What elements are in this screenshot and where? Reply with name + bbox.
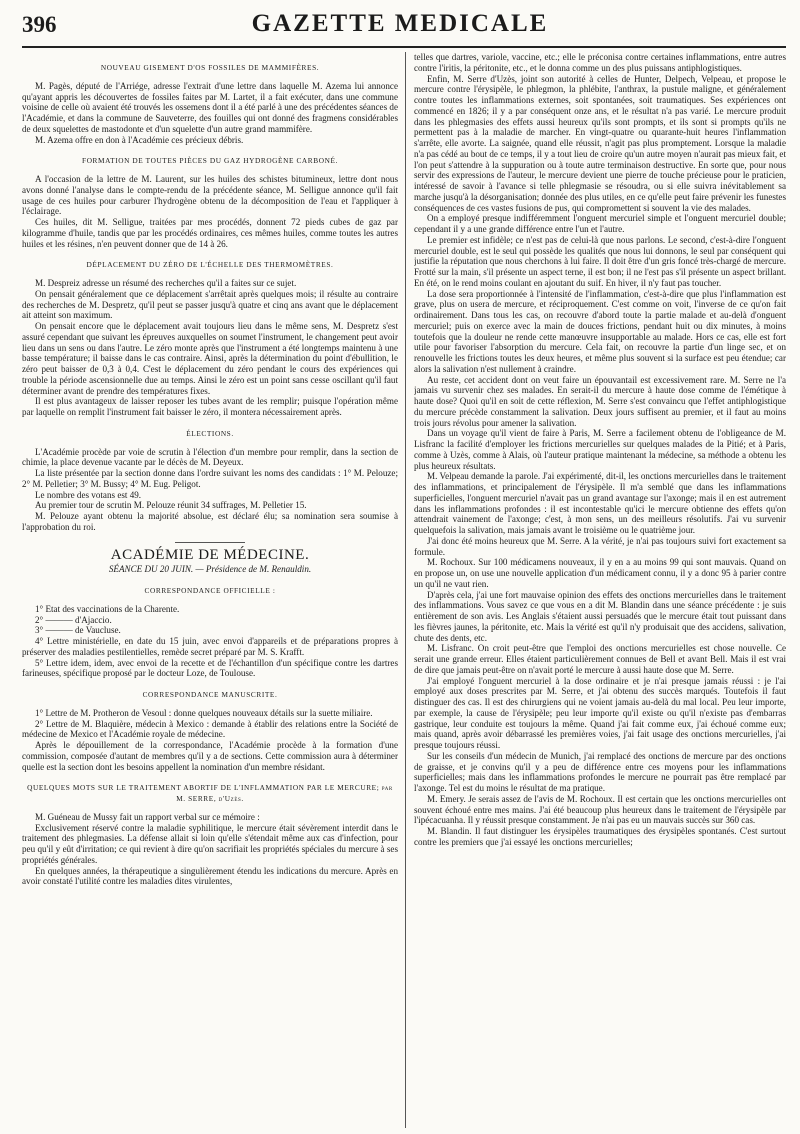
paragraph: 2° Lettre de M. Blaquière, médecin à Mexico : demande à établir des relations entre la Société de médecine de Mexico et l'Académie royale de médecine. [22,718,398,740]
section-heading: QUELQUES MOTS SUR LE TRAITEMENT ABORTIF DE L'INFLAMMATION PAR LE MERCURE; par M. SERRE, d'Uzès. [27,783,393,803]
paragraph: M. Lisfranc. On croit peut-être que l'emploi des onctions mercurielles est chose nouvelle. Ce serait une grande erreur. Elles étaient particulièrement connues de Bell et avant Bell. Mais il est vrai de dire que jamais peut-être on n'avait porté le mercure à aussi haute dose que M. Serre. [414,643,786,675]
paragraph: M. Azema offre en don à l'Académie ces précieux débris. [35,134,244,145]
paragraph: La liste présentée par la section donne dans l'ordre suivant les noms des candidats : 1° M. Pelouze; 2° M. Pelletier; 3° M. Bussy; 4° M. Eug. Peligot. [22,468,398,489]
section-heading: CORRESPONDANCE OFFICIELLE : [144,586,276,595]
paragraph: On pensait généralement que ce déplacement s'arrêtait après quelques mois; il résulte au contraire des recherches de M. Despretz, qu'il peut se passer jusqu'à quatre et cinq ans avant que le déplacement ait atteint son maximum. [22,288,398,321]
paragraph: M. Despreiz adresse un résumé des recherches qu'il a faites sur ce sujet. [35,278,297,288]
page-number: 396 [22,12,57,37]
paragraph: L'Académie procède par voie de scrutin à l'élection d'un membre pour remplir, dans la section de chimie, la place devenue vacante par le décès de M. Deyeux. [22,446,398,468]
paragraph: On pensait encore que le déplacement avait toujours lieu dans le même sens, M. Despretz s'est assuré cependant que suivant les épreuves auxquelles on soumet l'instrument, le changement peut avoir lieu dans un sens ou dans l'autre. Le zéro monte après que l'instrument a été longtemps maintenu à une basse température; il baisse dans le cas contraire. Ainsi, après la détermination du point d'ébullition, le zéro peut baisser de 0,3 à 0,4. C'est le déplacement du zéro pendant le cours des expériences qui trouble la période ascensionnelle due au temps. Ainsi le zéro est un point sans cesse oscillant qu'il faut déterminer avant de prendre des températures fixes. [22,321,398,396]
paragraph: A l'occasion de la lettre de M. Laurent, sur les huiles des schistes bitumineux, lettre dont nous avons donné l'analyse dans le compte-rendu de la précédente séance, M. Selligue annonce qu'il fait usage de ces huiles pour carburer l'hydrogène obtenu de la décomposition de l'eau et l'appliquer à l'éclairage. [22,174,398,217]
paragraph: Dans un voyage qu'il vient de faire à Paris, M. Serre a facilement obtenu de l'obligeance de M. Lisfranc la facilité d'employer les frictions mercurielles sur quelques malades de la Pitié; et à Paris, comme à Uzès, comme à Alais, où l'auteur pratique maintenant la médecine, sa méthode a obtenu les plus heureux résultats. [414,428,786,471]
paragraph: Exclusivement réservé contre la maladie syphilitique, le mercure était sévèrement interdit dans le traitement des phlegmasies. La défense allait si loin qu'elle s'étendait même aux cas d'infection, pour peu qu'il y eût d'irritation; ce qui revient à dire qu'on sacrifiait les propriétés spéciales du mercure à ses propriétés générales. [22,822,398,865]
paragraph: On a employé presque indifféremment l'onguent mercuriel simple et l'onguent mercuriel double; cependant il y a une grande différence entre l'un et l'autre. [414,213,786,234]
paragraph: D'après cela, j'ai une fort mauvaise opinion des effets des onctions mercurielles dans le traitement des inflammations. Vous savez ce que vous en a dit M. Blandin dans une séance précédente : je suis entièrement de son avis. Les Anglais s'étaient aussi persuadés que le mercure était tout puissant dans les fièvres jaunes, la péritonite, etc. Mais la vérité est qu'il n'y produisait que des accidens, salivation, chute des dents, etc. [414,589,786,643]
left-column [22,52,398,887]
paragraph: M. Pagès, député de l'Arriége, adresse l'extrait d'une lettre dans laquelle M. Azema lui annonce qu'ayant appris les découvertes de fossiles faites par M. Lartet, il a fait exécuter, dans une commune voisine de celle où avaient été trouvés les ossemens dont il a été parlé à une des précédentes séances de l'Académie, et dans la commune de Sauveterre, des fouilles qui ont donné des fragmens considérables de deux squelettes de mastodonte et d'un squelette d'un autre grand mammifère. [22,80,398,134]
paragraph: M. Rochoux. Sur 100 médicamens nouveaux, il y en a au moins 99 qui sont mauvais. Quand on en propose un, on use une nouvelle application d'un médicament connu, il y a donc 95 à parier contre un qu'il ne vaut rien. [414,557,786,589]
paragraph: Au reste, cet accident dont on veut faire un épouvantail est excessivement rare. M. Serre ne l'a jamais vu survenir chez ses malades. En serait-il du mercure à haute dose comme de l'émétique à haute dose? Quoi qu'il en soit de cette réflexion, M. Serre s'est convaincu que l'effet antiphlogistique du mercure précède constamment la salivation. Deux jours suffisent au premier, et il faut au moins trois jours révolus pour amener la salivation. [414,374,786,428]
paragraph: 1° Etat des vaccinations de la Charente. [35,603,180,614]
paragraph: Sur les conseils d'un médecin de Munich, j'ai remplacé des onctions de mercure par des onctions de graisse, et je convins qu'il y a peu de différence entre ces moyens pour les inflammations superficielles; mais dans les inflammations profondes le mercure ne pourrait pas être remplacé par l'axonge. Tel est du moins le résultat de ma pratique. [414,750,786,793]
paragraph: J'ai employé l'onguent mercuriel à la dose ordinaire et je n'ai presque jamais réussi : je l'ai employé aux doses prescrites par M. Serre, et j'ai obtenu des succès marqués. Toutefois il faut distinguer des cas. Il est des chirurgiens qui ne voient jamais au-delà du mal local. Peu leur importe, par exemple, la cause de l'érysipèle; peu leur importe qu'il existe ou qu'il n'existe pas d'embarras gastrique, leur conduite est toujours la même. Quand j'ai fait comme eux, j'ai échoué comme eux; mais quand, après avoir débarrassé les premières voies, j'ai fait usage des onctions mercurielles, j'ai presque toujours réussi. [414,675,786,750]
section-heading: FORMATION DE TOUTES PIÈCES DU GAZ HYDROGÈNE CARBONÉ. [82,156,338,166]
masthead-title: GAZETTE MEDICALE [251,10,549,37]
paragraph: Enfin, M. Serre d'Uzès, joint son autorité à celles de Hunter, Delpech, Velpeau, et propose le mercure contre l'érysipèle, le phlegmon, la phlébite, l'anthrax, la pustule maligne, et généralement contre toutes les inflammations externes, soit spontanées, soit traumatiques. Ses expériences ont commencé en 1826; il y a par conséquent onze ans, et le résultat n'a pas varié. Le mercure produit dans les phlegmasies des effets aussi heureux qu'ils sont prompts, et ils sont si prompts qu'ils ne permettent pas à la maladie de marcher. En vingt-quatre ou quarante-huit heures l'inflammation s'arrête, elle avorte. La saignée, quand elle réussit, n'agit pas plus promptement. Lorsque la maladie n'a pas cédé au bout de ce temps, il y a tout lieu de croire qu'un autre moyen n'aurait pas mieux fait, et l'on peut s'attendre à la suppuration ou à toute autre terminaison destructive. En sorte que, pour nous servir des expressions de l'auteur, le mercure devient une pierre de touche précieuse pour le praticien, intéressé de savoir à l'avance si telle phlegmasie se résoudra, ou si elle suivra inévitablement sa marche jusqu'à la désorganisation; donnée des plus utiles, en ce qu'elle peut faire prévenir les funestes conséquences de ces vastes fusions de pus, qui compromettent si souvent la vie des malades. [414,73,786,213]
header-rule [22,46,786,48]
paragraph: J'ai donc été moins heureux que M. Serre. A la vérité, je n'ai pas toujours suivi fort exactement sa formule. [414,535,786,557]
paragraph: Après le dépouillement de la correspondance, l'Académie procède à la formation d'une commission, composée d'autant de membres qu'il y a de sections. Cette commission aura à déterminer quelle est la section dont les besoins appellent la nomination d'un membre résidant. [22,740,398,772]
paragraph: Au premier tour de scrutin M. Pelouze réunit 34 suffrages, M. Pelletier 15. [35,500,307,511]
section-heading: DÉPLACEMENT DU ZÉRO DE L'ÉCHELLE DES THERMOMÈTRES. [86,260,334,270]
session-line: SÉANCE DU 20 JUIN. — Présidence de M. Renauldin. [108,564,312,575]
right-column [414,52,786,848]
column-divider [405,52,406,1128]
paragraph: M. Blandin. Il faut distinguer les érysipèles traumatiques des érysipèles spontanés. C'est surtout contre les premiers que j'ai essayé les onctions mercurielles; [414,826,786,847]
section-rule [175,542,245,543]
paragraph: M. Guéneau de Mussy fait un rapport verbal sur ce mémoire : [35,811,260,822]
paragraph: M. Emery. Je serais assez de l'avis de M. Rochoux. Il est certain que les onctions mercurielles ont souvent échoué entre mes mains. J'ai été beaucoup plus heureux dans le traitement de l'érysipèle par l'ipécacuanha. Il y réussit presque constamment. Je n'ai pas eu un mauvais succès sur 360 cas. [414,793,786,826]
paragraph: telles que dartres, variole, vaccine, etc.; elle le préconisa contre certaines inflammations, entre autres contre l'iritis, la péritonite, etc., et le donna comme un des plus puissans antiphlogistiques. [414,52,786,73]
paragraph: 1° Lettre de M. Protheron de Vesoul : donne quelques nouveaux détails sur la suette miliaire. [35,707,373,718]
section-heading: NOUVEAU GISEMENT D'OS FOSSILES DE MAMMIFÈRES. [100,63,320,72]
academy-title: ACADÉMIE DE MÉDECINE. [110,546,310,563]
paragraph: La dose sera proportionnée à l'intensité de l'inflammation, c'est-à-dire que plus l'inflammation est grave, plus on usera de mercure, et réciproquement. C'est comme on voit, l'inverse de ce qu'on fait ordinairement. Dans tous les cas, on recouvre d'abord toute la partie malade et au-delà d'onguent mercuriel; puis on exerce avec la main de douces frictions, pendant huit ou dix minutes, à moins toutefois que la douleur ne rende cette manœuvre insupportable au malade. Hors ce cas, elle est fort utile pour favoriser l'absorption du mercure. Cela fait, on recouvre la partie d'un linge sec, et on renouvelle les frictions toutes les deux heures, et même plus souvent si la surface est peu étendue; car alors la salivation n'est nullement à craindre. [414,288,786,374]
paragraph: M. Pelouze ayant obtenu la majorité absolue, est déclaré élu; sa nomination sera soumise à l'approbation du roi. [22,511,398,532]
paragraph: Le nombre des votans est 49. [35,489,142,500]
section-heading: ÉLECTIONS. [186,428,234,438]
paragraph: M. Velpeau demande la parole. J'ai expérimenté, dit-il, les onctions mercurielles dans le traitement des inflammations, et principalement de l'érysipèle. Il m'a semblé que dans les inflammations superficielles, l'onguent mercuriel n'avait pas un grand avantage sur l'axonge; mais il en est autrement dans les inflammations profondes : il est incontestable qu'ici le mercure obtienne des effets qu'on attendrait vainement de l'axonge; c'est, à mon sens, un des meilleurs résolutifs. J'ai vu survenir quelquefois la salivation, mais jamais avant le troisième ou le quatrième jour. [414,471,786,535]
paragraph: 5° Lettre idem, idem, avec envoi de la recette et de l'échantillon d'un spécifique contre les dartres farineuses, spécifique proposé par le docteur Loze, de Toulouse. [22,657,398,679]
paragraph: 3° ——— de Vaucluse. [35,625,121,636]
paragraph: 2° ——— d'Ajaccio. [35,614,112,625]
paragraph: En quelques années, la thérapeutique a singulièrement étendu les indications du mercure. Après en avoir constaté l'utilité contre les maladies dites virulentes, [22,865,398,887]
paragraph: Il est plus avantageux de laisser reposer les tubes avant de les remplir; puisque l'opération même par laquelle on remplit l'instrument fait baisser le zéro, il montera nécessairement après. [22,396,398,417]
paragraph: Ces huiles, dit M. Selligue, traitées par mes procédés, donnent 72 pieds cubes de gaz par kilogramme d'huile, tandis que par les procédés ordinaires, ces mêmes huiles, comme toutes les autres huiles et les résines, n'en peuvent donner que de 14 à 26. [22,217,398,249]
paragraph: 4° Lettre ministérielle, en date du 15 juin, avec envoi d'appareils et de préparations propres à préserver des maladies pestilentielles, remède secret préparé par M. S. Krafft. [22,636,398,657]
section-heading: CORRESPONDANCE MANUSCRITE. [142,690,278,699]
paragraph: Le premier est infidèle; ce n'est pas de celui-là que nous parlons. Le second, c'est-à-dire l'onguent mercuriel double, est le seul qui possède les qualités que nous lui donnons, le seul par conséquent qui justifie la réputation que nous cherchons à lui faire. Il doit être d'un gris foncé très-chargé de mercure. Frotté sur la main, s'il présente un aspect terne, il est bon; il ne l'est pas s'il présente un aspect brillant. En été, on le rend moins coulant en ajoutant du suif. En hiver, il n'y faut pas toucher. [414,234,786,288]
